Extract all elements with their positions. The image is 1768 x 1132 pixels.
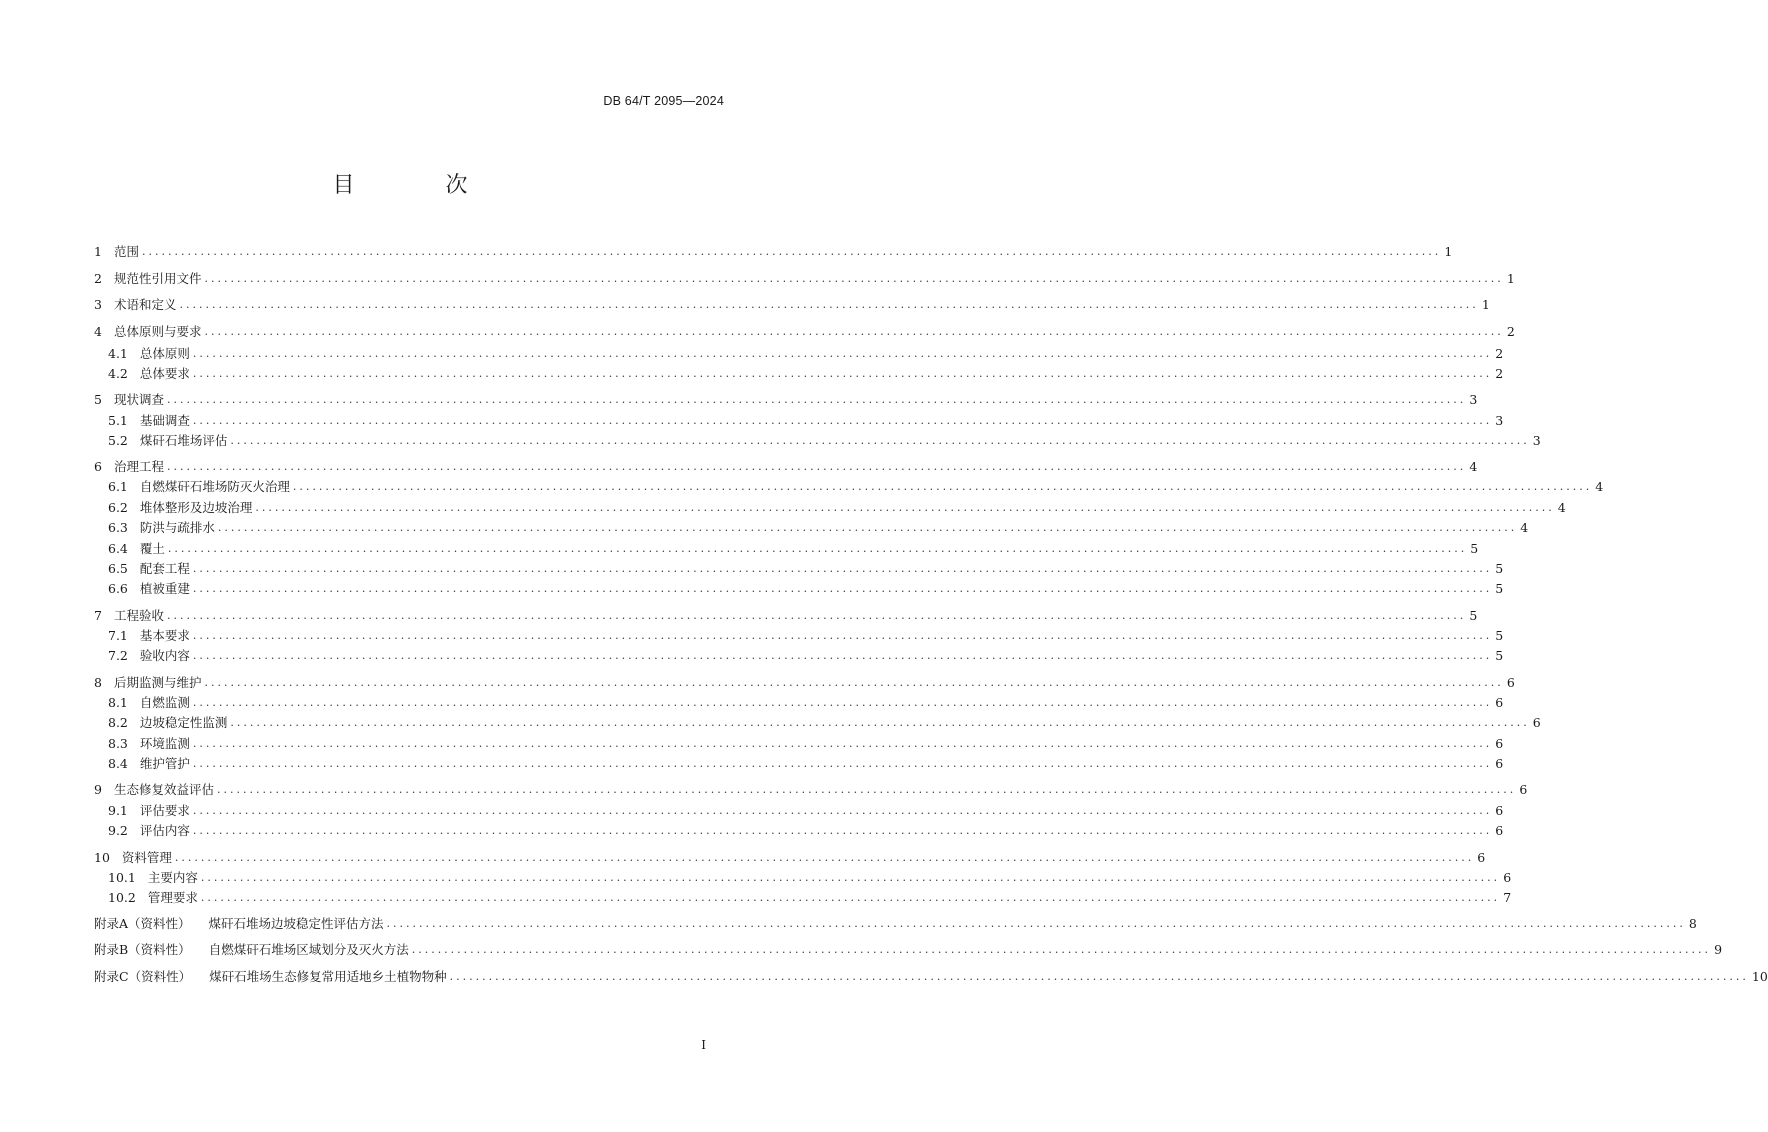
toc-page: 5 — [1495, 581, 1504, 596]
toc-page: 1 — [1481, 297, 1490, 312]
toc-label: 煤矸石堆场生态修复常用适地乡土植物物种 — [209, 969, 447, 984]
toc-label: 堆体整形及边坡治理 — [139, 500, 253, 515]
toc-page: 5 — [1470, 541, 1479, 556]
toc-row[interactable] — [108, 411, 1504, 431]
toc-page: 3 — [1495, 413, 1504, 428]
toc-leader-dots: ........................................................................................................................................................................................................ — [192, 696, 1493, 709]
toc-label: 基本要求 — [139, 628, 190, 643]
toc-leader-dots: ........................................................................................................................................................................................................ — [449, 970, 1749, 983]
toc-label: 配套工程 — [139, 561, 190, 576]
toc-leader-dots: ........................................................................................................................................................................................................ — [386, 917, 1686, 930]
toc-number: 5 — [94, 392, 102, 407]
toc-number: 6.6 — [108, 581, 128, 596]
toc-page: 8 — [1688, 916, 1697, 931]
toc-leader-dots: ........................................................................................................................................................................................................ — [255, 501, 1555, 514]
toc-row[interactable] — [94, 673, 1515, 693]
toc-number: 6.1 — [108, 479, 128, 494]
toc-label: 术语和定义 — [113, 297, 177, 312]
toc-number: 6.5 — [108, 561, 128, 576]
toc-page: 4 — [1557, 500, 1566, 515]
toc-leader-dots: ........................................................................................................................................................................................................ — [204, 272, 1504, 285]
toc-number: 4 — [94, 324, 102, 339]
page-number: I — [701, 1038, 706, 1052]
toc-row[interactable] — [94, 269, 1515, 289]
toc-leader-dots: ........................................................................................................................................................................................................ — [204, 325, 1504, 338]
toc-page: 2 — [1506, 324, 1515, 339]
toc-page: 6 — [1532, 715, 1541, 730]
toc-leader-dots: ........................................................................................................................................................................................................ — [166, 393, 1467, 406]
toc-number: 附录B（资料性） — [94, 942, 191, 957]
toc-label: 后期监测与维护 — [113, 675, 202, 690]
toc-label: 规范性引用文件 — [113, 271, 202, 286]
toc-leader-dots: ........................................................................................................................................................................................................ — [179, 298, 1479, 311]
toc-leader-dots: ........................................................................................................................................................................................................ — [192, 629, 1493, 642]
toc-page: 1 — [1506, 271, 1515, 286]
toc-row[interactable] — [108, 539, 1479, 559]
toc-row[interactable] — [108, 868, 1512, 888]
toc-number: 6.4 — [108, 541, 128, 556]
toc-label: 验收内容 — [139, 648, 190, 663]
toc-row[interactable] — [108, 431, 1541, 451]
toc-leader-dots: ........................................................................................................................................................................................................ — [230, 716, 1530, 729]
toc-page: 6 — [1495, 823, 1504, 838]
toc-label: 防洪与疏排水 — [139, 520, 215, 535]
toc-label: 煤矸石堆场边坡稳定性评估方法 — [208, 916, 384, 931]
toc-page: 4 — [1520, 520, 1529, 535]
toc-label: 覆土 — [139, 541, 165, 556]
toc-number: 9.2 — [108, 823, 128, 838]
toc-row[interactable] — [108, 646, 1504, 666]
toc-number: 6.2 — [108, 500, 128, 515]
toc-number: 8.1 — [108, 695, 128, 710]
toc-leader-dots: ........................................................................................................................................................................................................ — [411, 943, 1712, 956]
toc-leader-dots: ........................................................................................................................................................................................................ — [192, 804, 1493, 817]
toc-row[interactable] — [94, 606, 1478, 626]
toc-page: 5 — [1495, 628, 1504, 643]
toc-number: 4.1 — [108, 346, 128, 361]
toc-row[interactable] — [94, 322, 1515, 342]
toc-label: 植被重建 — [139, 581, 190, 596]
toc-row[interactable] — [108, 477, 1604, 497]
toc-number: 6 — [94, 459, 102, 474]
toc-appendix-row[interactable] — [94, 914, 1697, 934]
toc-number: 10.2 — [108, 890, 136, 905]
toc-row[interactable] — [108, 559, 1504, 579]
toc-title: 目 次 — [332, 173, 510, 198]
toc-appendix-row[interactable] — [94, 940, 1723, 960]
toc-number: 3 — [94, 297, 102, 312]
toc-page: 6 — [1477, 850, 1486, 865]
toc-label: 管理要求 — [147, 890, 198, 905]
toc-number: 附录C（资料性） — [94, 969, 192, 984]
toc-label: 资料管理 — [121, 850, 172, 865]
toc-page: 1 — [1444, 244, 1453, 259]
toc-row[interactable] — [108, 821, 1504, 841]
toc-page: 6 — [1495, 695, 1504, 710]
toc-leader-dots: ........................................................................................................................................................................................................ — [292, 480, 1593, 493]
toc-leader-dots: ........................................................................................................................................................................................................ — [200, 891, 1501, 904]
toc-leader-dots: ........................................................................................................................................................................................................ — [192, 824, 1493, 837]
toc-number: 10 — [94, 850, 110, 865]
toc-row[interactable] — [108, 579, 1504, 599]
toc-label: 评估要求 — [139, 803, 190, 818]
toc-number: 7.2 — [108, 648, 128, 663]
toc-page: 5 — [1495, 561, 1504, 576]
toc-label: 工程验收 — [113, 608, 164, 623]
toc-row[interactable] — [94, 780, 1528, 800]
toc-number: 5.1 — [108, 413, 128, 428]
toc-row[interactable] — [108, 518, 1529, 538]
toc-page: 9 — [1714, 942, 1723, 957]
toc-label: 维护管护 — [139, 756, 190, 771]
toc-row[interactable] — [108, 734, 1504, 754]
toc-leader-dots: ........................................................................................................................................................................................................ — [192, 347, 1493, 360]
toc-label: 煤矸石堆场评估 — [139, 433, 228, 448]
toc-page: 6 — [1519, 782, 1528, 797]
toc-label: 边坡稳定性监测 — [139, 715, 228, 730]
toc-page: 6 — [1503, 870, 1512, 885]
toc-row[interactable] — [108, 626, 1504, 646]
toc-number: 6.3 — [108, 520, 128, 535]
toc-page: 6 — [1495, 736, 1504, 751]
toc-leader-dots: ........................................................................................................................................................................................................ — [230, 434, 1530, 447]
toc-leader-dots: ........................................................................................................................................................................................................ — [174, 851, 1475, 864]
toc-appendix-row[interactable] — [94, 967, 1768, 987]
toc-label: 环境监测 — [139, 736, 190, 751]
toc-row[interactable] — [108, 498, 1566, 518]
toc-number: 7 — [94, 608, 102, 623]
toc-page: 6 — [1495, 756, 1504, 771]
toc-number: 8.4 — [108, 756, 128, 771]
toc-number: 5.2 — [108, 433, 128, 448]
toc-label: 总体要求 — [139, 366, 190, 381]
toc-row[interactable] — [108, 344, 1504, 364]
toc-number: 7.1 — [108, 628, 128, 643]
toc-page: 2 — [1495, 346, 1504, 361]
toc-page: 2 — [1495, 366, 1504, 381]
toc-number: 8.2 — [108, 715, 128, 730]
toc-leader-dots: ........................................................................................................................................................................................................ — [204, 676, 1504, 689]
toc-leader-dots: ........................................................................................................................................................................................................ — [192, 414, 1493, 427]
toc-row[interactable] — [108, 801, 1504, 821]
toc-page: 10 — [1751, 969, 1768, 984]
toc-number: 2 — [94, 271, 102, 286]
toc-leader-dots: ........................................................................................................................................................................................................ — [166, 460, 1467, 473]
toc-row[interactable] — [108, 888, 1512, 908]
toc-leader-dots: ........................................................................................................................................................................................................ — [141, 245, 1442, 258]
toc-number: 9 — [94, 782, 102, 797]
toc-row[interactable] — [94, 295, 1490, 315]
toc-leader-dots: ........................................................................................................................................................................................................ — [200, 871, 1501, 884]
toc-page: 3 — [1532, 433, 1541, 448]
toc-label: 基础调查 — [139, 413, 190, 428]
toc-page: 6 — [1506, 675, 1515, 690]
toc-page: 4 — [1595, 479, 1604, 494]
toc-leader-dots: ........................................................................................................................................................................................................ — [216, 783, 1517, 796]
toc-row[interactable] — [94, 390, 1478, 410]
toc-leader-dots: ........................................................................................................................................................................................................ — [192, 737, 1493, 750]
toc-page: 4 — [1469, 459, 1478, 474]
toc-number: 附录A（资料性） — [94, 916, 191, 931]
toc-label: 自燃煤矸石堆场区域划分及灭火方法 — [208, 942, 409, 957]
toc-row[interactable] — [108, 364, 1504, 384]
toc-label: 主要内容 — [147, 870, 198, 885]
toc-leader-dots: ........................................................................................................................................................................................................ — [192, 367, 1493, 380]
toc-label: 范围 — [113, 244, 139, 259]
toc-leader-dots: ........................................................................................................................................................................................................ — [192, 757, 1493, 770]
toc-leader-dots: ........................................................................................................................................................................................................ — [167, 542, 1468, 555]
toc-number: 10.1 — [108, 870, 136, 885]
toc-leader-dots: ........................................................................................................................................................................................................ — [192, 582, 1493, 595]
toc-page: 6 — [1495, 803, 1504, 818]
toc-number: 8.3 — [108, 736, 128, 751]
toc-row[interactable] — [108, 693, 1504, 713]
toc-row[interactable] — [108, 754, 1504, 774]
toc-row[interactable] — [108, 713, 1541, 733]
toc-label: 自燃煤矸石堆场防灭火治理 — [139, 479, 290, 494]
toc-number: 8 — [94, 675, 102, 690]
toc-row[interactable] — [94, 457, 1478, 477]
toc-page: 5 — [1469, 608, 1478, 623]
toc-leader-dots: ........................................................................................................................................................................................................ — [166, 609, 1467, 622]
toc-leader-dots: ........................................................................................................................................................................................................ — [192, 649, 1493, 662]
toc-label: 总体原则 — [139, 346, 190, 361]
toc-row[interactable] — [94, 848, 1486, 868]
toc-page: 7 — [1503, 890, 1512, 905]
toc-label: 现状调查 — [113, 392, 164, 407]
toc-label: 治理工程 — [113, 459, 164, 474]
toc-number: 1 — [94, 244, 102, 259]
toc-label: 评估内容 — [139, 823, 190, 838]
toc-page: 5 — [1495, 648, 1504, 663]
doc-code: DB 64/T 2095—2024 — [603, 94, 724, 108]
toc-label: 总体原则与要求 — [113, 324, 202, 339]
toc-leader-dots: ........................................................................................................................................................................................................ — [192, 562, 1493, 575]
toc-row[interactable] — [94, 242, 1453, 262]
toc-label: 生态修复效益评估 — [113, 782, 214, 797]
toc-number: 4.2 — [108, 366, 128, 381]
toc-page: 3 — [1469, 392, 1478, 407]
toc-label: 自燃监测 — [139, 695, 190, 710]
toc-leader-dots: ........................................................................................................................................................................................................ — [217, 521, 1518, 534]
toc-number: 9.1 — [108, 803, 128, 818]
